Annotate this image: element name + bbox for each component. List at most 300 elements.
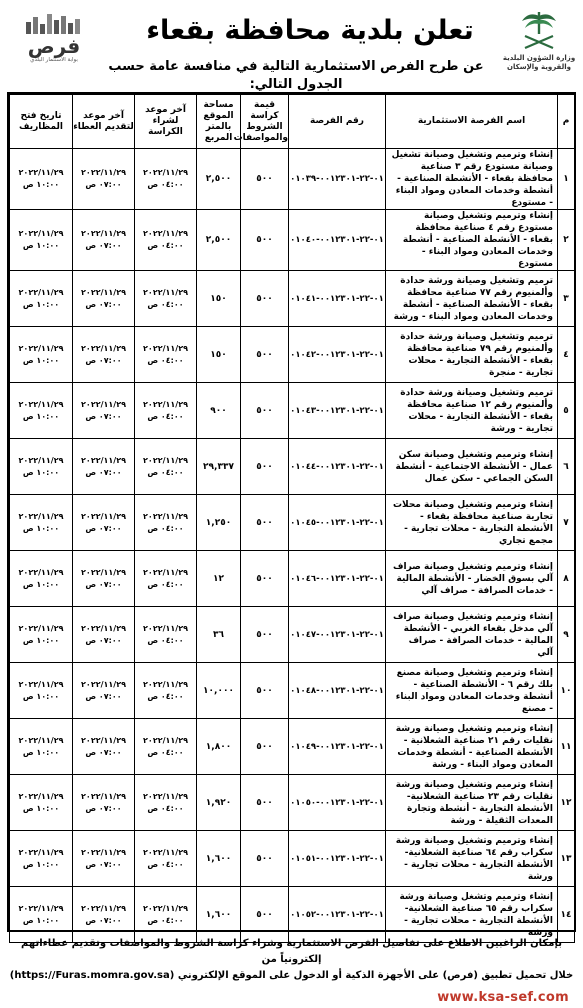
buy-deadline <box>135 775 197 831</box>
site-area <box>197 831 241 887</box>
skyline-icon <box>24 12 84 34</box>
opening-date <box>10 327 73 383</box>
opportunity-name <box>386 775 558 831</box>
opportunity-number <box>289 439 386 495</box>
opening-date <box>10 775 73 831</box>
buy-deadline-buy-time: ٠٤:٠٠ ص <box>147 915 184 925</box>
submit-deadline-submit-time: ٠٧:٠٠ ص <box>85 299 122 309</box>
opportunity-number <box>289 663 386 719</box>
buy-deadline <box>135 271 197 327</box>
opportunity-name <box>386 271 558 327</box>
opening-date-open-date: ٢٠٢٢/١١/٢٩ <box>18 847 64 857</box>
opening-date <box>10 495 73 551</box>
opening-date-open-date: ٢٠٢٢/١١/٢٩ <box>18 903 64 913</box>
row-index <box>558 327 575 383</box>
buy-deadline-buy-date: ٢٠٢٢/١١/٢٩ <box>143 623 188 633</box>
opening-date <box>10 149 73 210</box>
site-area <box>197 271 241 327</box>
site-area <box>197 775 241 831</box>
opening-date-open-time: ١٠:٠٠ ص <box>22 180 60 189</box>
opening-date <box>10 831 73 887</box>
opening-date-open-time: ١٠:٠٠ ص <box>22 579 60 589</box>
opportunity-name-name: إنشاء وترميم وتشغيل وصيانة صراف آلي بسوق الخضار - الأنشطة المالية - خدمات الصرافة - صراف آلي <box>393 561 553 596</box>
table-header-row <box>10 95 575 149</box>
opportunity-name <box>386 149 558 210</box>
row-index <box>558 210 575 271</box>
opportunity-number-opp: ٠١-٢٢-٠٠١٢٣٠١-٠١٠٤٠ <box>290 235 384 245</box>
opening-date <box>10 210 73 271</box>
booklet-fee <box>241 831 289 887</box>
booklet-fee <box>241 607 289 663</box>
furas-tagline: بوابة الاستثمار البلدي <box>30 57 78 63</box>
submit-deadline-submit-date: ٢٠٢٢/١١/٢٩ <box>81 229 126 238</box>
submit-deadline-submit-date: ٢٠٢٢/١١/٢٩ <box>81 511 126 521</box>
opening-date <box>10 439 73 495</box>
opening-date-open-time: ١٠:٠٠ ص <box>22 467 60 477</box>
ministry-logo <box>501 8 577 90</box>
site-area-area: ١,٦٠٠ <box>205 853 232 864</box>
opportunity-number-opp: ٠١-٢٢-٠٠١٢٣٠١-٠١٠٤١ <box>290 293 384 304</box>
row-index <box>558 831 575 887</box>
row-index-idx: ٩ <box>563 629 569 640</box>
ad-header <box>0 0 583 92</box>
booklet-fee-fee: ٥٠٠ <box>256 235 273 245</box>
opportunity-number-opp: ٠١-٢٢-٠٠١٢٣٠١-٠١٠٣٩ <box>290 174 384 184</box>
opening-date-open-time: ١٠:٠٠ ص <box>22 411 60 421</box>
page-subtitle: عن طرح الفرص الاستثمارية التالية في منافسة عامة حسب الجدول التالي: <box>108 59 484 92</box>
footer-line-1: بإمكان الراغبين الاطلاع على تفاصيل الفرص الاستثمارية وشراء كراسة الشروط والمواصفات وتقديم عطاءاتهم إلكترونياً من <box>21 938 562 965</box>
row-index <box>558 607 575 663</box>
buy-deadline <box>135 383 197 439</box>
buy-deadline-buy-time: ٠٤:٠٠ ص <box>147 859 184 869</box>
watermark: www.ksa-sef.com <box>437 990 569 1005</box>
submit-deadline <box>73 607 135 663</box>
opportunity-number <box>289 831 386 887</box>
table-row <box>10 831 575 887</box>
submit-deadline-submit-date: ٢٠٢٢/١١/٢٩ <box>81 847 126 857</box>
opportunity-number-opp: ٠١-٢٢-٠٠١٢٣٠١-٠١٠٤٥ <box>290 517 384 528</box>
booklet-fee-fee: ٥٠٠ <box>256 629 273 640</box>
opportunity-number-opp: ٠١-٢٢-٠٠١٢٣٠١-٠١٠٤٣ <box>290 405 384 416</box>
col-header-opportunity-number: رقم الفرصة <box>289 95 386 149</box>
row-index <box>558 495 575 551</box>
row-index-idx: ٥ <box>563 405 569 416</box>
table-row <box>10 383 575 439</box>
row-index-idx: ٢ <box>563 235 569 245</box>
row-index-idx: ١٤ <box>560 909 572 920</box>
booklet-fee-fee: ٥٠٠ <box>256 293 273 304</box>
opportunities-table-frame <box>7 92 576 938</box>
opening-date-open-date: ٢٠٢٢/١١/٢٩ <box>18 679 64 689</box>
opportunity-name-name: إنشاء وترميم وتشغيل وصيانة تشغيل وصيانة مستودع رقم ٣ صناعية محافظة بقعاء - الأنشطة الصناعية - أنشطة وخدمات المعادن ومواد البناء - مستودع <box>391 150 553 208</box>
buy-deadline <box>135 149 197 210</box>
opening-date-open-date: ٢٠٢٢/١١/٢٩ <box>18 229 64 238</box>
row-index-idx: ٨ <box>563 573 569 584</box>
buy-deadline-buy-time: ٠٤:٠٠ ص <box>147 579 184 589</box>
buy-deadline <box>135 439 197 495</box>
buy-deadline-buy-time: ٠٤:٠٠ ص <box>147 523 184 533</box>
submit-deadline-submit-date: ٢٠٢٢/١١/٢٩ <box>81 287 126 297</box>
opportunity-number <box>289 887 386 943</box>
buy-deadline-buy-time: ٠٤:٠٠ ص <box>147 803 184 813</box>
table-row <box>10 271 575 327</box>
opportunity-name-name: ترميم وتشغيل وصيانة ورشة حدادة وألمنيوم رقم ٧٩ صناعية محافظة بقعاء - الأنشطة التجارية - محلات تجارية - منجرة <box>400 331 553 378</box>
submit-deadline-submit-date: ٢٠٢٢/١١/٢٩ <box>81 903 126 913</box>
opportunity-name <box>386 663 558 719</box>
palm-swords-emblem-icon <box>517 8 561 52</box>
row-index <box>558 149 575 210</box>
opening-date <box>10 887 73 943</box>
table-row <box>10 719 575 775</box>
opportunity-name-name: إنشاء وترميم وتشغل وصيانة ورشة سكراب رقم ٦٥ صناعية الشعلانية-الأنشطة التجارية - محلات تجارية - ورشة <box>399 891 553 938</box>
opening-date-open-date: ٢٠٢٢/١١/٢٩ <box>18 511 64 521</box>
buy-deadline-buy-time: ٠٤:٠٠ ص <box>147 355 184 365</box>
row-index-idx: ٤ <box>563 349 569 360</box>
table-row <box>10 495 575 551</box>
site-area <box>197 719 241 775</box>
opening-date-open-time: ١٠:٠٠ ص <box>22 691 60 701</box>
submit-deadline-submit-time: ٠٧:٠٠ ص <box>85 241 122 250</box>
opportunity-number <box>289 271 386 327</box>
opportunity-number-opp: ٠١-٢٢-٠٠١٢٣٠١-٠١٠٤٩ <box>290 741 384 752</box>
row-index-idx: ١٣ <box>560 853 572 864</box>
submit-deadline-submit-time: ٠٧:٠٠ ص <box>85 579 122 589</box>
booklet-fee-fee: ٥٠٠ <box>256 517 273 528</box>
opening-date-open-date: ٢٠٢٢/١١/٢٩ <box>18 623 64 633</box>
site-area-area: ٩٠٠ <box>210 405 227 416</box>
footer-line-2: خلال تحميل تطبيق (فرص) على الأجهزة الذكية أو الدخول على الموقع الإلكتروني (https://Furas.momra.gov.sa) <box>9 970 574 981</box>
opportunity-number-opp: ٠١-٢٢-٠٠١٢٣٠١-٠١٠٥٢ <box>290 909 384 920</box>
submit-deadline-submit-time: ٠٧:٠٠ ص <box>85 803 122 813</box>
row-index-idx: ٧ <box>563 517 569 528</box>
col-header-index: م <box>558 95 575 149</box>
row-index-idx: ١٠ <box>560 685 572 696</box>
opportunity-name <box>386 887 558 943</box>
opening-date-open-date: ٢٠٢٢/١١/٢٩ <box>18 287 64 297</box>
submit-deadline-submit-time: ٠٧:٠٠ ص <box>85 523 122 533</box>
opportunity-name-name: إنشاء وترميم وتشغيل وصيانة مصنع بلك رقم ٦ - الأنشطة الصناعية - أنشطة وخدمات المعادن ومواد البناء - مصنع <box>395 667 553 714</box>
buy-deadline-buy-date: ٢٠٢٢/١١/٢٩ <box>143 343 188 353</box>
buy-deadline-buy-time: ٠٤:٠٠ ص <box>147 180 184 189</box>
booklet-fee <box>241 439 289 495</box>
buy-deadline-buy-date: ٢٠٢٢/١١/٢٩ <box>143 511 188 521</box>
submit-deadline-submit-time: ٠٧:٠٠ ص <box>85 859 122 869</box>
opportunity-number <box>289 775 386 831</box>
buy-deadline <box>135 663 197 719</box>
opportunity-name <box>386 719 558 775</box>
opening-date-open-date: ٢٠٢٢/١١/٢٩ <box>18 399 64 409</box>
submit-deadline <box>73 327 135 383</box>
opportunity-name-name: إنشاء وترميم وتشغيل وصيانة محلات تجارية صناعية محافظة بقعاء - الأنشطة التجارية - محلات تجارية - مجمع تجاري <box>392 499 553 546</box>
submit-deadline <box>73 271 135 327</box>
table-row <box>10 551 575 607</box>
submit-deadline-submit-date: ٢٠٢٢/١١/٢٩ <box>81 168 126 177</box>
opening-date-open-date: ٢٠٢٢/١١/٢٩ <box>18 168 64 177</box>
booklet-fee-fee: ٥٠٠ <box>256 909 273 920</box>
buy-deadline-buy-date: ٢٠٢٢/١١/٢٩ <box>143 455 188 465</box>
submit-deadline-submit-date: ٢٠٢٢/١١/٢٩ <box>81 679 126 689</box>
ministry-name: وزارة الشؤون البلدية والقروية والإسكان <box>502 54 576 71</box>
booklet-fee-fee: ٥٠٠ <box>256 174 273 184</box>
opening-date-open-time: ١٠:٠٠ ص <box>22 635 60 645</box>
opening-date <box>10 551 73 607</box>
booklet-fee <box>241 775 289 831</box>
booklet-fee-fee: ٥٠٠ <box>256 405 273 416</box>
opportunity-number <box>289 495 386 551</box>
opportunity-name-name: إنشاء وترميم وتشغيل وصيانة مستودع رقم ٤ صناعية محافظة بقعاء - الأنشطة الصناعية - أنشطة وخدمات المعادن ومواد البناء - مستودع <box>402 211 553 269</box>
booklet-fee <box>241 271 289 327</box>
table-row <box>10 439 575 495</box>
opportunity-number <box>289 327 386 383</box>
opportunity-name-name: ترميم وتشغيل وصيانة ورشة حدادة وألمنيوم رقم ٧٧ صناعية محافظة بقعاء - الأنشطة الصناعية - أنشطة وخدمات المعادن ومواد البناء - ورشة <box>393 275 553 322</box>
opportunity-number <box>289 210 386 271</box>
submit-deadline <box>73 551 135 607</box>
submit-deadline-submit-date: ٢٠٢٢/١١/٢٩ <box>81 623 126 633</box>
opening-date-open-date: ٢٠٢٢/١١/٢٩ <box>18 455 64 465</box>
furas-wordmark: فرص <box>27 34 81 58</box>
row-index <box>558 775 575 831</box>
booklet-fee <box>241 663 289 719</box>
row-index <box>558 439 575 495</box>
opportunity-number-opp: ٠١-٢٢-٠٠١٢٣٠١-٠١٠٤٨ <box>290 685 384 696</box>
site-area <box>197 210 241 271</box>
buy-deadline <box>135 719 197 775</box>
booklet-fee <box>241 149 289 210</box>
submit-deadline <box>73 831 135 887</box>
submit-deadline-submit-date: ٢٠٢٢/١١/٢٩ <box>81 567 126 577</box>
opening-date-open-time: ١٠:٠٠ ص <box>22 241 60 250</box>
opportunity-name-name: إنشاء وترميم وتشغيل وصيانة صراف آلي مدخل بقعاء الغربي - الأنشطة المالية - خدمات الصرافة - صراف آلي <box>393 611 553 658</box>
table-row <box>10 327 575 383</box>
opening-date <box>10 271 73 327</box>
opening-date <box>10 383 73 439</box>
buy-deadline <box>135 327 197 383</box>
site-area-area: ١٢ <box>213 573 224 584</box>
buy-deadline-buy-time: ٠٤:٠٠ ص <box>147 411 184 421</box>
booklet-fee <box>241 210 289 271</box>
buy-deadline <box>135 210 197 271</box>
footer-notice <box>7 936 576 988</box>
site-area-area: ٢,٥٠٠ <box>205 235 232 245</box>
opening-date-open-time: ١٠:٠٠ ص <box>22 299 60 309</box>
submit-deadline-submit-time: ٠٧:٠٠ ص <box>85 411 122 421</box>
submit-deadline <box>73 495 135 551</box>
opening-date-open-time: ١٠:٠٠ ص <box>22 355 60 365</box>
row-index <box>558 551 575 607</box>
submit-deadline <box>73 383 135 439</box>
row-index <box>558 383 575 439</box>
opening-date-open-date: ٢٠٢٢/١١/٢٩ <box>18 735 64 745</box>
submit-deadline-submit-date: ٢٠٢٢/١١/٢٩ <box>81 455 126 465</box>
table-row <box>10 210 575 271</box>
submit-deadline <box>73 663 135 719</box>
booklet-fee-fee: ٥٠٠ <box>256 573 273 584</box>
submit-deadline-submit-time: ٠٧:٠٠ ص <box>85 691 122 701</box>
row-index <box>558 663 575 719</box>
buy-deadline-buy-time: ٠٤:٠٠ ص <box>147 467 184 477</box>
submit-deadline-submit-time: ٠٧:٠٠ ص <box>85 467 122 477</box>
site-area-area: ١,٨٠٠ <box>205 741 232 752</box>
opportunity-name <box>386 495 558 551</box>
opportunity-name-name: إنشاء وترميم وتشغيل وصيانة ورشة نقليات رقم ٢٣ صناعية الشعلانية-الأنشطة التجارية - أنشطة وتجارة المعدات الثقيلة - ورشة <box>395 779 553 826</box>
submit-deadline-submit-date: ٢٠٢٢/١١/٢٩ <box>81 791 126 801</box>
opportunity-name-name: إنشاء وترميم وتشغيل وصيانة ورشة سكراب رقم ٦٤ صناعية الشعلانية-الأنشطة التجارية - محلات تجارية - ورشة <box>395 835 553 882</box>
buy-deadline <box>135 831 197 887</box>
col-header-buy-deadline: آخر موعد لشراء الكراسة <box>135 95 197 149</box>
row-index <box>558 271 575 327</box>
opportunities-table <box>9 94 575 943</box>
opportunity-name <box>386 607 558 663</box>
submit-deadline-submit-time: ٠٧:٠٠ ص <box>85 915 122 925</box>
table-row <box>10 607 575 663</box>
submit-deadline-submit-time: ٠٧:٠٠ ص <box>85 747 122 757</box>
site-area-area: ٢,٥٠٠ <box>205 174 232 184</box>
row-index-idx: ٦ <box>563 461 569 472</box>
booklet-fee <box>241 719 289 775</box>
buy-deadline-buy-date: ٢٠٢٢/١١/٢٩ <box>143 847 188 857</box>
booklet-fee <box>241 327 289 383</box>
buy-deadline-buy-date: ٢٠٢٢/١١/٢٩ <box>143 168 188 177</box>
table-row <box>10 149 575 210</box>
site-area <box>197 663 241 719</box>
buy-deadline <box>135 495 197 551</box>
opportunity-number-opp: ٠١-٢٢-٠٠١٢٣٠١-٠١٠٤٧ <box>290 629 384 640</box>
opportunity-name <box>386 439 558 495</box>
site-area-area: ١٠,٠٠٠ <box>203 685 234 696</box>
opening-date-open-time: ١٠:٠٠ ص <box>22 915 60 925</box>
site-area <box>197 149 241 210</box>
buy-deadline-buy-date: ٢٠٢٢/١١/٢٩ <box>143 287 188 297</box>
opening-date-open-time: ١٠:٠٠ ص <box>22 523 60 533</box>
buy-deadline <box>135 887 197 943</box>
opportunity-number-opp: ٠١-٢٢-٠٠١٢٣٠١-٠١٠٤٤ <box>290 461 384 472</box>
opening-date-open-date: ٢٠٢٢/١١/٢٩ <box>18 567 64 577</box>
opportunity-number <box>289 607 386 663</box>
table-row <box>10 663 575 719</box>
opportunity-number-opp: ٠١-٢٢-٠٠١٢٣٠١-٠١٠٥١ <box>290 853 384 864</box>
opening-date-open-date: ٢٠٢٢/١١/٢٩ <box>18 343 64 353</box>
buy-deadline-buy-date: ٢٠٢٢/١١/٢٩ <box>143 399 188 409</box>
opening-date-open-time: ١٠:٠٠ ص <box>22 747 60 757</box>
booklet-fee-fee: ٥٠٠ <box>256 797 273 808</box>
buy-deadline-buy-date: ٢٠٢٢/١١/٢٩ <box>143 679 188 689</box>
site-area <box>197 551 241 607</box>
buy-deadline-buy-date: ٢٠٢٢/١١/٢٩ <box>143 567 188 577</box>
buy-deadline-buy-time: ٠٤:٠٠ ص <box>147 241 184 250</box>
submit-deadline <box>73 439 135 495</box>
col-header-name: اسم الفرصة الاستثمارية <box>386 95 558 149</box>
submit-deadline-submit-date: ٢٠٢٢/١١/٢٩ <box>81 735 126 745</box>
table-row <box>10 775 575 831</box>
row-index-idx: ١٢ <box>560 797 572 808</box>
opportunity-name <box>386 383 558 439</box>
booklet-fee-fee: ٥٠٠ <box>256 349 273 360</box>
site-area <box>197 495 241 551</box>
booklet-fee-fee: ٥٠٠ <box>256 461 273 472</box>
booklet-fee <box>241 887 289 943</box>
opening-date-open-time: ١٠:٠٠ ص <box>22 803 60 813</box>
site-area <box>197 887 241 943</box>
submit-deadline <box>73 210 135 271</box>
furas-logo <box>8 12 100 84</box>
buy-deadline-buy-date: ٢٠٢٢/١١/٢٩ <box>143 229 188 238</box>
opportunity-name-name: إنشاء وترميم وتشغيل وصيانة سكن عمال - الأنشطة الاجتماعية - أنشطة السكن الجماعي - سكن عمال <box>395 449 553 484</box>
booklet-fee-fee: ٥٠٠ <box>256 741 273 752</box>
site-area-area: ١,٩٢٠ <box>205 797 232 808</box>
opportunity-number <box>289 719 386 775</box>
col-header-booklet-fee: قيمة كراسة الشروط والمواصفات <box>241 95 289 149</box>
booklet-fee <box>241 495 289 551</box>
booklet-fee-fee: ٥٠٠ <box>256 853 273 864</box>
buy-deadline-buy-date: ٢٠٢٢/١١/٢٩ <box>143 735 188 745</box>
booklet-fee <box>241 551 289 607</box>
submit-deadline-submit-date: ٢٠٢٢/١١/٢٩ <box>81 399 126 409</box>
opportunity-number-opp: ٠١-٢٢-٠٠١٢٣٠١-٠١٠٥٠ <box>290 797 384 808</box>
buy-deadline-buy-time: ٠٤:٠٠ ص <box>147 635 184 645</box>
buy-deadline <box>135 551 197 607</box>
site-area <box>197 383 241 439</box>
opportunity-name-name: إنشاء وترميم وتشغيل وصيانة ورشة نقليات رقم ٢١ صناعية الشعلانية - الأنشطة الصناعية - أنشطة وخدمات المعادن ومواد البناء - ورشة <box>395 723 553 770</box>
opening-date-open-time: ١٠:٠٠ ص <box>22 859 60 869</box>
opportunity-number <box>289 149 386 210</box>
opportunity-number <box>289 551 386 607</box>
submit-deadline-submit-time: ٠٧:٠٠ ص <box>85 180 122 189</box>
submit-deadline <box>73 149 135 210</box>
buy-deadline <box>135 607 197 663</box>
opportunity-name <box>386 327 558 383</box>
buy-deadline-buy-date: ٢٠٢٢/١١/٢٩ <box>143 903 188 913</box>
submit-deadline-submit-time: ٠٧:٠٠ ص <box>85 355 122 365</box>
submit-deadline <box>73 887 135 943</box>
buy-deadline-buy-date: ٢٠٢٢/١١/٢٩ <box>143 791 188 801</box>
col-header-opening-date: تاريخ فتح المظاريف <box>10 95 73 149</box>
booklet-fee <box>241 383 289 439</box>
buy-deadline-buy-time: ٠٤:٠٠ ص <box>147 299 184 309</box>
opportunity-number <box>289 383 386 439</box>
row-index-idx: ١١ <box>560 741 572 752</box>
col-header-area: مساحة الموقع بالمتر المربع <box>197 95 241 149</box>
opportunity-number-opp: ٠١-٢٢-٠٠١٢٣٠١-٠١٠٤٦ <box>290 573 384 584</box>
opening-date <box>10 607 73 663</box>
submit-deadline <box>73 719 135 775</box>
col-header-submit-deadline: آخر موعد لتقديم العطاء <box>73 95 135 149</box>
opening-date <box>10 663 73 719</box>
opportunity-name-name: ترميم وتشغيل وصيانة ورشة حدادة وألمنيوم رقم ١٢ صناعية محافظة بقعاء - الأنشطة التجارية - محلات تجارية - ورشة <box>400 387 553 434</box>
site-area-area: ١٥٠ <box>210 349 227 360</box>
submit-deadline-submit-date: ٢٠٢٢/١١/٢٩ <box>81 343 126 353</box>
site-area <box>197 327 241 383</box>
site-area-area: ١,٢٥٠ <box>205 517 232 528</box>
opportunity-name <box>386 210 558 271</box>
row-index <box>558 887 575 943</box>
buy-deadline-buy-time: ٠٤:٠٠ ص <box>147 747 184 757</box>
opportunity-name <box>386 831 558 887</box>
submit-deadline-submit-time: ٠٧:٠٠ ص <box>85 635 122 645</box>
row-index-idx: ٣ <box>563 293 569 304</box>
table-row <box>10 887 575 943</box>
table-body <box>10 149 575 943</box>
opportunity-number-opp: ٠١-٢٢-٠٠١٢٣٠١-٠١٠٤٢ <box>290 349 384 360</box>
opening-date <box>10 719 73 775</box>
opportunity-name <box>386 551 558 607</box>
booklet-fee-fee: ٥٠٠ <box>256 685 273 696</box>
site-area-area: ١,٦٠٠ <box>205 909 232 920</box>
row-index <box>558 719 575 775</box>
opening-date-open-date: ٢٠٢٢/١١/٢٩ <box>18 791 64 801</box>
site-area-area: ٢٩,٣٣٧ <box>203 461 234 472</box>
page-title: تعلن بلدية محافظة بقعاء <box>146 15 474 46</box>
site-area <box>197 607 241 663</box>
